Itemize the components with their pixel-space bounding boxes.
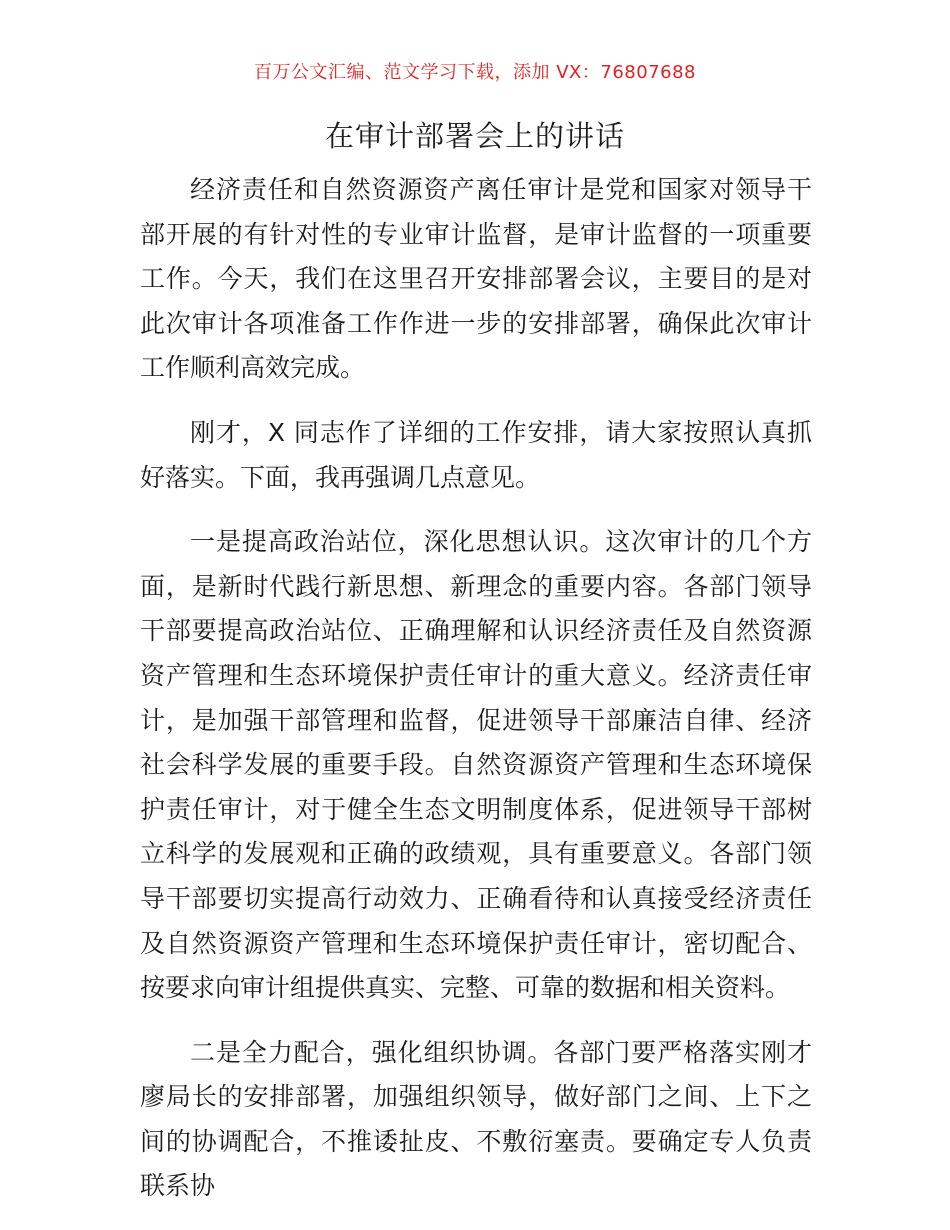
- paragraph: 一是提高政治站位，深化思想认识。这次审计的几个方面，是新时代践行新思想、新理念的重要内容。各部门领导干部要提高政治站位、正确理解和认识经济责任及自然资源资产管理和生态环境保护责任审计的重大意义。经济责任审计，是加强干部管理和监督，促进领导干部廉洁自律、经济社会科学发展的重要手段。自然资源资产管理和生态环境保护责任审计，对于健全生态文明制度体系，促进领导干部树立科学的发展观和正确的政绩观，具有重要意义。各部门领导干部要切实提高行动效力、正确看待和认真接受经济责任及自然资源资产管理和生态环境保护责任审计，密切配合、按要求向审计组提供真实、完整、可靠的数据和相关资料。: [140, 527, 812, 1003]
- header-banner: 百万公文汇编、范文学习下载，添加 VX：76807688: [254, 62, 696, 83]
- paragraph: 经济责任和自然资源资产离任审计是党和国家对领导干部开展的有针对性的专业审计监督，是审计监督的一项重要工作。今天，我们在这里召开安排部署会议，主要目的是对此次审计各项准备工作作进一步的安排部署，确保此次审计工作顺利高效完成。: [140, 175, 812, 383]
- page-title: 在审计部署会上的讲话: [324, 119, 625, 153]
- paragraph: 刚才，X 同志作了详细的工作安排，请大家按照认真抓好落实。下面，我再强调几点意见。: [140, 417, 812, 492]
- paragraph: 二是全力配合，强化组织协调。各部门要严格落实刚才廖局长的安排部署，加强组织领导，做好部门之间、上下之间的协调配合，不推诿扯皮、不敷衍塞责。要确定专人负责联系协: [140, 1037, 812, 1201]
- document-body: [140, 168, 812, 1229]
